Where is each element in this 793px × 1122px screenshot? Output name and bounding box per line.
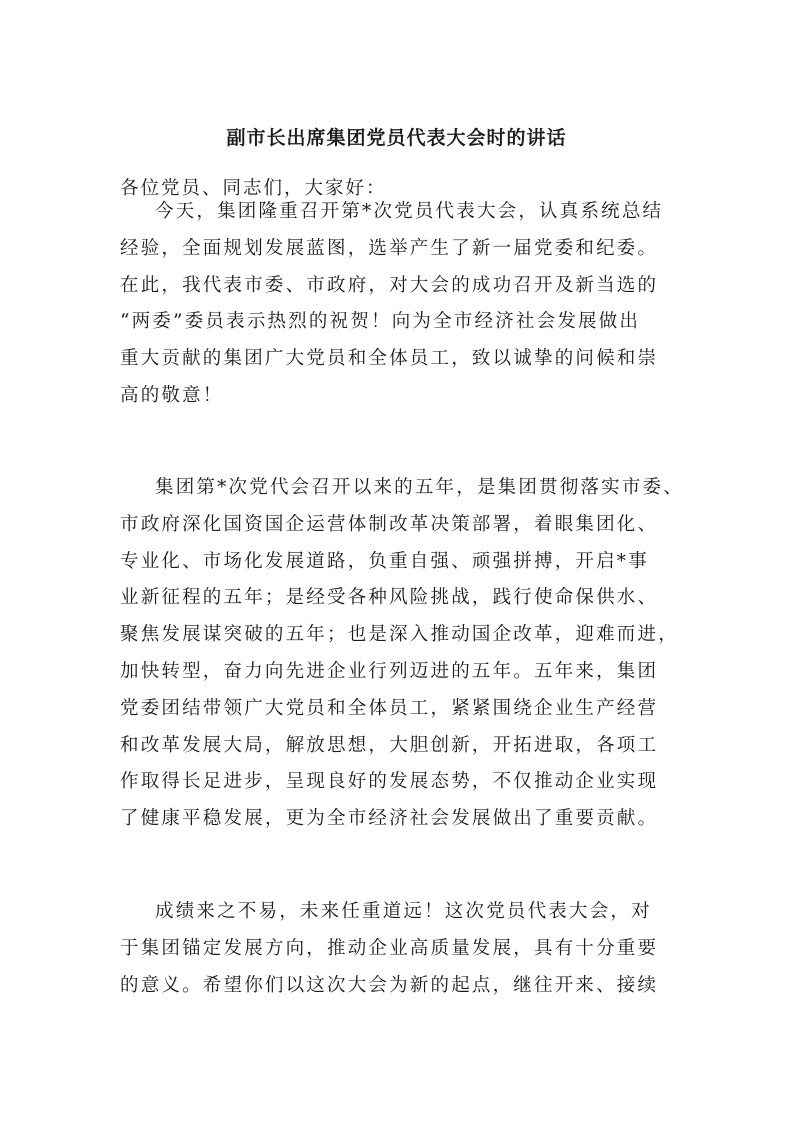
paragraph-line: 在此，我代表市委、市政府，对大会的成功召开及新当选的 xyxy=(120,274,659,296)
greeting-line: 各位党员、同志们，大家好： xyxy=(120,178,387,199)
paragraph-2 xyxy=(120,470,684,838)
paragraph-line: 集团第*次党代会召开以来的五年，是集团贯彻落实市委、 xyxy=(155,477,684,498)
paragraph-line: 业新征程的五年；是经受各种风险挑战，践行使命保供水、 xyxy=(120,587,659,609)
paragraph-line: “两委”委员表示热烈的祝贺！向为全市经济社会发展做出 xyxy=(120,311,641,333)
paragraph-line: 今天，集团隆重召开第*次党员代表大会，认真系统总结 xyxy=(155,201,664,222)
paragraph-line: 高的敬意！ xyxy=(120,384,224,406)
paragraph-line: 加快转型，奋力向先进企业行列迈进的五年。五年来，集团 xyxy=(120,660,659,682)
paragraph-line: 了健康平稳发展，更为全市经济社会发展做出了重要贡献。 xyxy=(120,808,659,830)
paragraph-3 xyxy=(120,894,680,1004)
paragraph-line: 和改革发展大局，解放思想，大胆创新，开拓进取，各项工 xyxy=(120,734,659,756)
paragraph-line: 的意义。希望你们以这次大会为新的起点，继往开来、接续 xyxy=(120,974,659,996)
document-title: 副市长出席集团党员代表大会时的讲话 xyxy=(226,127,567,149)
paragraph-line: 于集团锚定发展方向，推动企业高质量发展，具有十分重要 xyxy=(120,937,659,959)
paragraph-line: 聚焦发展谋突破的五年；也是深入推动国企改革，迎难而进， xyxy=(120,624,679,646)
paragraph-line: 专业化、市场化发展道路，负重自强、顽强拼搏，开启*事 xyxy=(120,550,649,572)
paragraph-line: 党委团结带领广大党员和全体员工，紧紧围绕企业生产经营 xyxy=(120,697,659,719)
paragraph-1 xyxy=(120,194,680,415)
paragraph-line: 重大贡献的集团广大党员和全体员工，致以诚挚的问候和崇 xyxy=(120,348,659,370)
paragraph-line: 成绩来之不易，未来任重道远！这次党员代表大会，对 xyxy=(155,901,652,922)
paragraph-line: 经验，全面规划发展蓝图，选举产生了新一届党委和纪委。 xyxy=(120,237,659,259)
paragraph-line: 市政府深化国资国企运营体制改革决策部署，着眼集团化、 xyxy=(120,513,659,535)
paragraph-line: 作取得长足进步，呈现良好的发展态势，不仅推动企业实现 xyxy=(120,771,659,793)
